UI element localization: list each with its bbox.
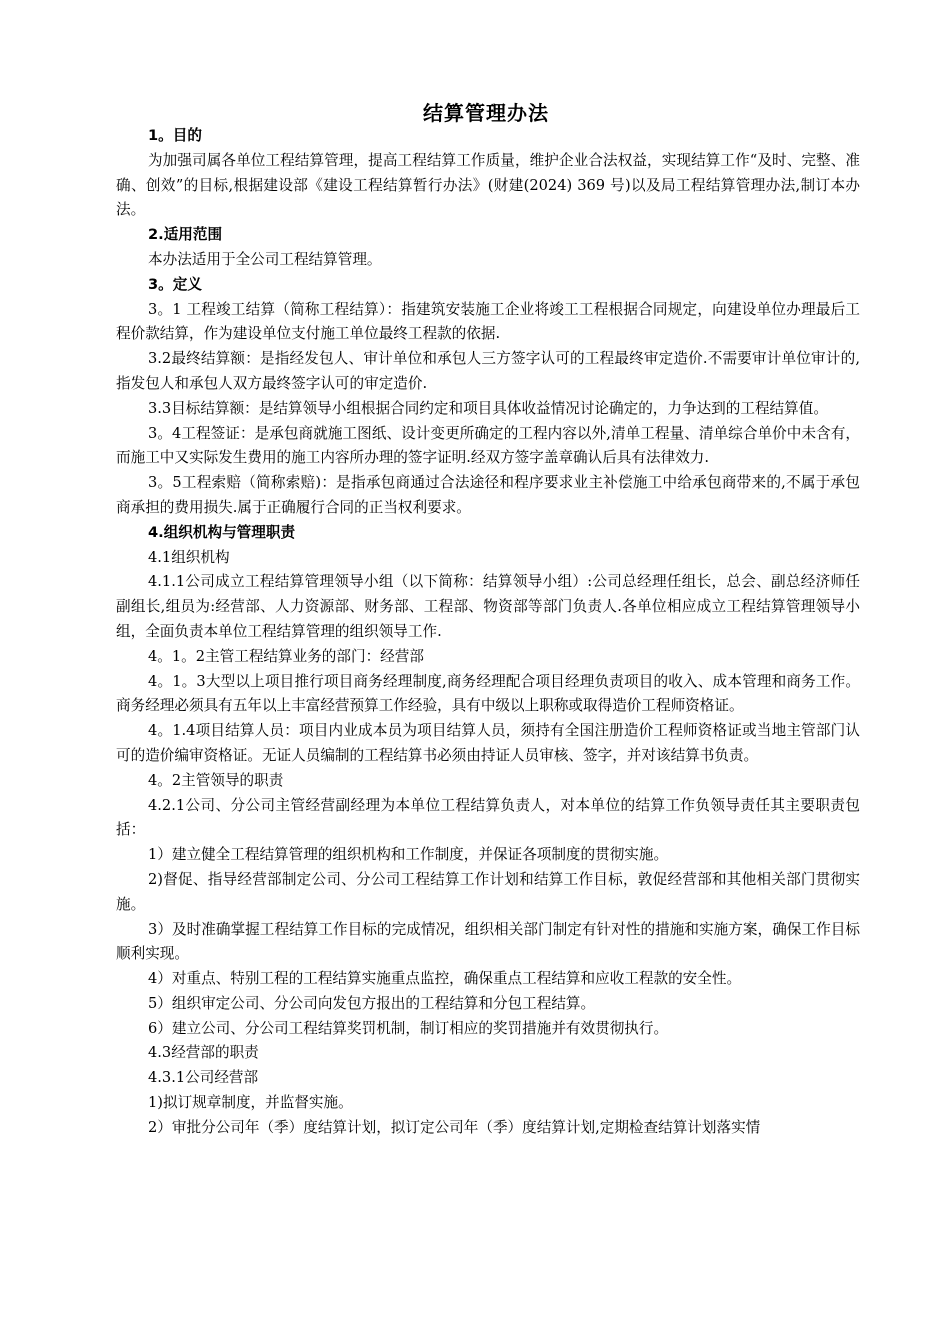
body-paragraph: 4。1。3大型以上项目推行项目商务经理制度,商务经理配合项目经理负责项目的收入、成本管理和商务工作。商务经理必须具有五年以上丰富经营预算工作经验，具有中级以上职称或取得造价工程师资格证。	[116, 672, 860, 715]
body-paragraph: 1)拟订规章制度，并监督实施。	[148, 1094, 353, 1112]
section-heading: 4.组织机构与管理职责	[148, 523, 296, 541]
body-paragraph: 本办法适用于全公司工程结算管理。	[148, 250, 382, 268]
body-paragraph: 3。1 工程竣工结算（简称工程结算）：指建筑安装施工企业将竣工工程根据合同规定，向建设单位办理最后工程价款结算，作为建设单位支付施工单位最终工程款的依据.	[116, 300, 860, 343]
body-paragraph: 6）建立公司、分公司工程结算奖罚机制，制订相应的奖罚措施并有效贯彻执行。	[148, 1019, 669, 1037]
document-body	[116, 124, 860, 1141]
body-paragraph: 4。1.4项目结算人员：项目内业成本员为项目结算人员，须持有全国注册造价工程师资格证或当地主管部门认可的造价编审资格证。无证人员编制的工程结算书必须由持证人员审核、签字，并对该结算书负责。	[116, 722, 860, 764]
body-paragraph: 3。5工程索赔（简称索赔)：是指承包商通过合法途径和程序要求业主补偿施工中给承包商带来的,不属于承包商承担的费用损失.属于正确履行合同的正当权利要求。	[116, 474, 860, 516]
section-heading: 2.适用范围	[148, 226, 223, 244]
body-paragraph: 4.1.1公司成立工程结算管理领导小组（以下简称：结算领导小组）:公司总经理任组长，总会、副总经济师任副组长,组员为:经营部、人力资源部、财务部、工程部、物资部等部门负责人.各单位相应成立工程结算管理领导小组，全面负责本单位工程结算管理的组织领导工作.	[116, 573, 860, 640]
body-paragraph: 3。4工程签证：是承包商就施工图纸、设计变更所确定的工程内容以外,清单工程量、清单综合单价中未含有，而施工中又实际发生费用的施工内容所办理的签字证明.经双方签字盖章确认后具有法律效力.	[116, 424, 860, 467]
body-paragraph: 3）及时准确掌握工程结算工作目标的完成情况，组织相关部门制定有针对性的措施和实施方案，确保工作目标顺利实现。	[116, 920, 860, 963]
body-paragraph: 4。1。2主管工程结算业务的部门：经营部	[148, 647, 424, 665]
body-paragraph: 4.1组织机构	[148, 548, 230, 566]
body-paragraph: 4.3经营部的职责	[148, 1044, 259, 1062]
body-paragraph: 3.2最终结算额：是指经发包人、审计单位和承包人三方签字认可的工程最终审定造价.不需要审计单位审计的,指发包人和承包人双方最终签字认可的审定造价.	[116, 350, 860, 392]
body-paragraph: 2）审批分公司年（季）度结算计划，拟订定公司年（季）度结算计划,定期检查结算计划落实情	[148, 1118, 761, 1136]
body-paragraph: 4）对重点、特别工程的工程结算实施重点监控，确保重点工程结算和应收工程款的安全性。	[148, 970, 742, 988]
body-paragraph: 2)督促、指导经营部制定公司、分公司工程结算工作计划和结算工作目标，敦促经营部和其他相关部门贯彻实施。	[116, 870, 860, 913]
body-paragraph: 4.2.1公司、分公司主管经营副经理为本单位工程结算负责人，对本单位的结算工作负领导责任其主要职责包括：	[116, 796, 860, 839]
body-paragraph: 4.3.1公司经营部	[148, 1069, 259, 1087]
document-title: 结算管理办法	[423, 101, 549, 125]
body-paragraph: 3.3目标结算额：是结算领导小组根据合同约定和项目具体收益情况讨论确定的，力争达到的工程结算值。	[148, 399, 828, 417]
section-heading: 3。定义	[148, 275, 202, 293]
body-paragraph: 为加强司属各单位工程结算管理，提高工程结算工作质量，维护企业合法权益，实现结算工作“及时、完整、准确、创效”的目标,根据建设部《建设工程结算暂行办法》(财建(2024) 369 号)以及局工程结算管理办法,制订本办法。	[116, 151, 860, 219]
section-heading: 1。目的	[148, 127, 202, 144]
body-paragraph: 4。2主管领导的职责	[148, 771, 284, 789]
body-paragraph: 1）建立健全工程结算管理的组织机构和工作制度，并保证各项制度的贯彻实施。	[148, 846, 669, 864]
body-paragraph: 5）组织审定公司、分公司向发包方报出的工程结算和分包工程结算。	[148, 994, 596, 1012]
